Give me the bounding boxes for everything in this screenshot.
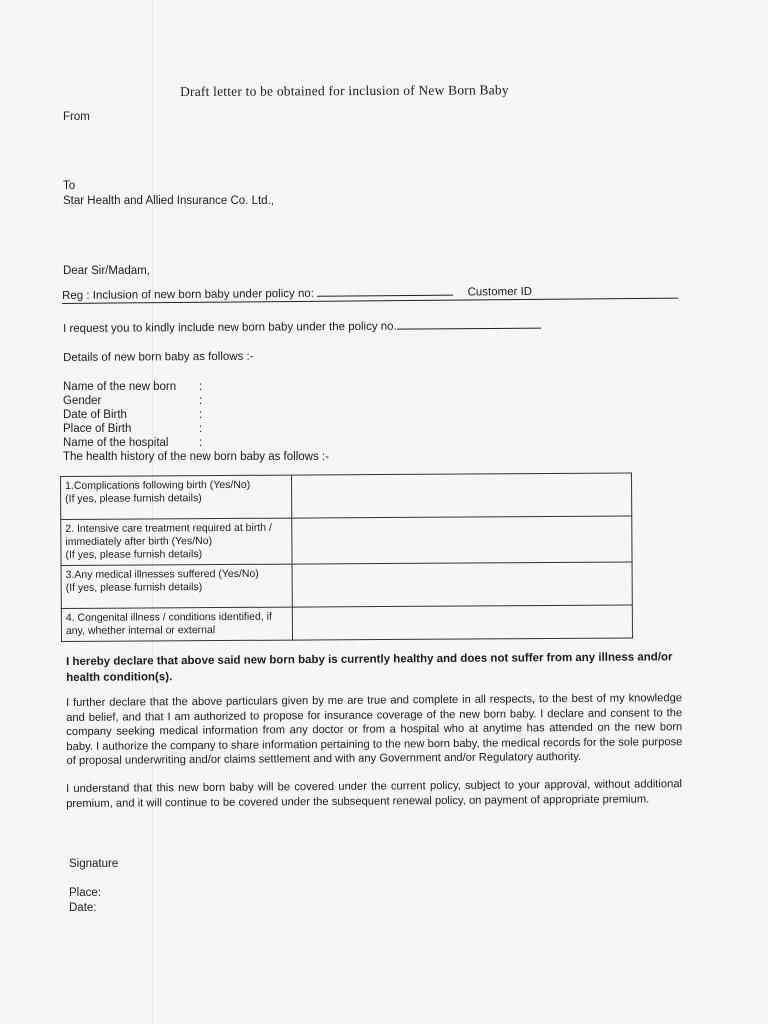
health-intro: The health history of the new born baby as follows :- [63, 451, 329, 463]
detail-label: Place of Birth [63, 423, 132, 435]
table-row [61, 473, 632, 519]
policy-number-blank-2 [397, 319, 541, 330]
answer-cell[interactable] [291, 473, 631, 518]
declaration-paragraph-2: I understand that this new born baby will be covered under the current policy, subject to your approval, without additional premium, and it will continue to be covered under the subsequent renewal policy, on payment of appropriate premium. [66, 778, 683, 810]
detail-row [63, 380, 329, 394]
question-cell: 4. Congenital illness / conditions identified, if any, whether internal or external [61, 607, 292, 641]
detail-label: Gender [63, 395, 102, 407]
question-cell: 3.Any medical illnesses suffered (Yes/No) (If yes, please furnish details) [61, 564, 292, 608]
detail-sep: : [199, 409, 203, 421]
request-line [63, 319, 541, 335]
detail-sep: : [199, 437, 203, 449]
from-label: From [63, 111, 90, 123]
detail-row [63, 408, 329, 422]
place-label: Place: [69, 887, 101, 899]
table-row [61, 605, 632, 641]
reg-line [62, 284, 678, 304]
reg-text: Reg : Inclusion of new born baby under policy no: [62, 287, 314, 302]
details-intro: Details of new born baby as follows :- [63, 350, 254, 364]
detail-sep: : [199, 395, 203, 407]
detail-label: Name of the hospital [63, 437, 169, 449]
policy-number-blank [317, 286, 453, 297]
detail-label: Date of Birth [63, 409, 127, 421]
request-text: I request you to kindly include new born baby under the policy no. [63, 320, 397, 335]
to-label: To [63, 180, 76, 192]
customer-id-label: Customer ID [467, 285, 533, 299]
detail-label: Name of the new born [63, 381, 177, 393]
details-list [63, 380, 329, 464]
table-row [61, 562, 632, 608]
letter-title: Draft letter to be obtained for inclusion of New Born Baby [180, 82, 509, 99]
detail-sep: : [199, 423, 203, 435]
answer-cell[interactable] [292, 562, 632, 607]
declaration-paragraph-1: I further declare that the above particulars given by me are true and complete in all respects, to the best of my knowledge and belief, and that I am authorized to propose for insurance coverage of the new born baby. I declare and consent to the company seeking medical information from any doctor or from a hospital who at anytime has attended on the new born baby. I authorize the company to share information pertaining to the new born baby, the medical records for the sole purpose of proposal underwriting and/or claims settlement and with any Government and/or Regulatory authority. [66, 692, 683, 767]
to-company: Star Health and Allied Insurance Co. Ltd., [63, 195, 274, 207]
detail-row [63, 394, 329, 408]
answer-cell[interactable] [292, 605, 632, 640]
answer-cell[interactable] [292, 516, 632, 564]
question-cell: 2. Intensive care treatment required at birth / immediately after birth (Yes/No) (If yes, please furnish details) [61, 518, 292, 565]
health-history-table [60, 473, 633, 642]
signature-label: Signature [69, 858, 119, 870]
health-declaration: I hereby declare that above said new born baby is currently healthy and does not suffer from any illness and/or health condition(s). [66, 651, 673, 684]
salutation: Dear Sir/Madam, [63, 265, 150, 277]
detail-sep: : [199, 381, 203, 393]
detail-row [63, 436, 329, 450]
detail-row [63, 422, 329, 436]
date-label: Date: [69, 902, 97, 914]
table-row [61, 516, 632, 565]
question-cell: 1.Complications following birth (Yes/No) (If yes, please furnish details) [61, 475, 292, 519]
